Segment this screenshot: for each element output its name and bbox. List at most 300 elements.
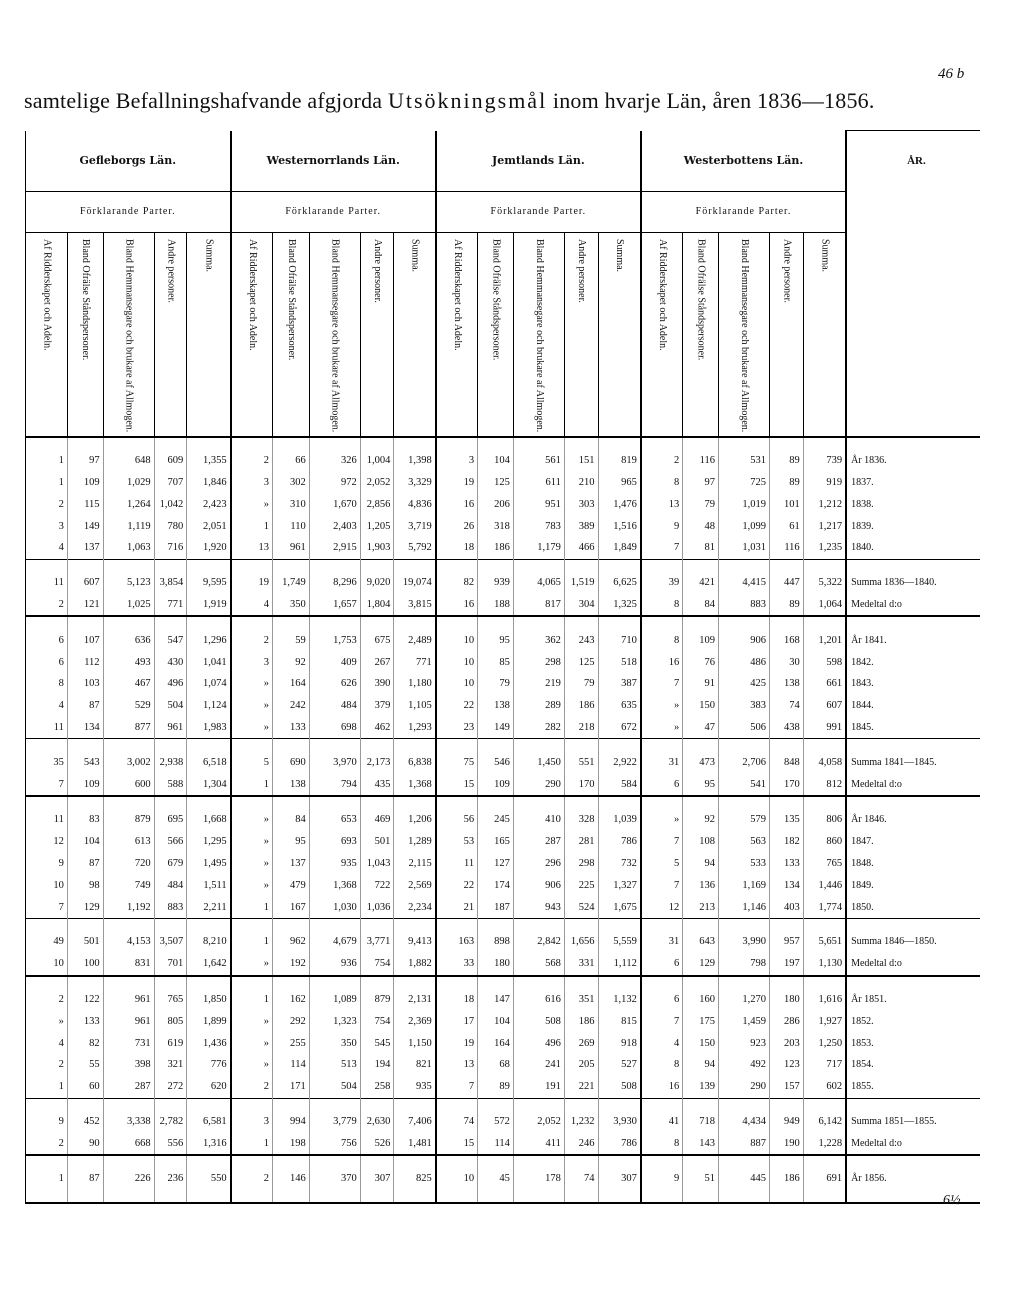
table-cell: 22	[436, 695, 478, 717]
row-label: 1848.	[846, 853, 980, 875]
spacer-cell	[564, 1155, 598, 1168]
spacer-cell	[770, 1190, 804, 1203]
table-cell: 307	[598, 1168, 641, 1190]
table-cell: 600	[103, 773, 154, 796]
spacer-cell	[683, 1155, 719, 1168]
table-cell: 210	[564, 472, 598, 494]
column-header-text: Andre personer.	[165, 238, 177, 303]
row-label: 1840.	[846, 537, 980, 559]
table-cell: 134	[67, 717, 103, 739]
table-cell: 1,030	[309, 896, 360, 918]
column-header	[309, 232, 360, 437]
spacer-cell	[598, 559, 641, 572]
table-cell: 7	[26, 773, 68, 796]
table-cell: 162	[272, 989, 309, 1011]
table-cell: 716	[154, 537, 187, 559]
table-cell: 707	[154, 472, 187, 494]
table-cell: 951	[513, 493, 564, 515]
table-cell: 318	[478, 515, 514, 537]
table-cell: 496	[513, 1032, 564, 1054]
table-cell: 302	[272, 472, 309, 494]
spacer-cell	[683, 559, 719, 572]
table-cell: 1,004	[360, 450, 394, 472]
table-cell: 693	[309, 831, 360, 853]
table-cell: 765	[803, 853, 846, 875]
table-cell: 806	[803, 809, 846, 831]
table-cell: 1,927	[803, 1010, 846, 1032]
spacer-cell	[641, 1098, 683, 1111]
table-cell: 103	[67, 673, 103, 695]
row-label: 1852.	[846, 1010, 980, 1032]
spacer-cell	[846, 739, 980, 752]
table-cell: 1	[26, 472, 68, 494]
column-header	[436, 232, 478, 437]
table-cell: 1,130	[803, 953, 846, 976]
table-row	[26, 896, 981, 918]
spacer-cell	[846, 796, 980, 809]
spacer-cell	[26, 437, 68, 450]
table-cell: 49	[26, 931, 68, 953]
spacer-row	[26, 976, 981, 989]
table-cell: 1,124	[187, 695, 231, 717]
table-cell: 563	[718, 831, 769, 853]
spacer-row	[26, 739, 981, 752]
table-cell: 1,029	[103, 472, 154, 494]
table-row	[26, 1168, 981, 1190]
spacer-cell	[513, 796, 564, 809]
spacer-cell	[846, 616, 980, 629]
table-cell: 81	[683, 537, 719, 559]
table-cell: 1,675	[598, 896, 641, 918]
table-cell: 241	[513, 1054, 564, 1076]
spacer-cell	[394, 1155, 436, 1168]
table-cell: 506	[718, 717, 769, 739]
table-cell: 9,595	[187, 572, 231, 594]
spacer-cell	[272, 739, 309, 752]
table-cell: 171	[272, 1076, 309, 1098]
table-cell: 114	[478, 1132, 514, 1155]
column-header	[103, 232, 154, 437]
table-cell: 5,651	[803, 931, 846, 953]
column-header	[683, 232, 719, 437]
spacer-cell	[718, 437, 769, 450]
column-header	[187, 232, 231, 437]
table-cell: 95	[683, 773, 719, 796]
table-cell: 1,516	[598, 515, 641, 537]
table-cell: 1,304	[187, 773, 231, 796]
spacer-cell	[846, 918, 980, 931]
table-cell: 2,489	[394, 629, 436, 651]
table-cell: 92	[683, 809, 719, 831]
table-cell: 898	[478, 931, 514, 953]
spacer-cell	[803, 559, 846, 572]
table-cell: 66	[272, 450, 309, 472]
table-cell: 771	[154, 594, 187, 617]
spacer-cell	[564, 437, 598, 450]
table-cell: 150	[683, 695, 719, 717]
table-cell: 188	[478, 594, 514, 617]
spacer-cell	[154, 1155, 187, 1168]
table-cell: 60	[67, 1076, 103, 1098]
table-row	[26, 1054, 981, 1076]
table-cell: 501	[67, 931, 103, 953]
column-header	[478, 232, 514, 437]
spacer-cell	[309, 1155, 360, 1168]
table-cell: 82	[436, 572, 478, 594]
table-cell: 2	[26, 989, 68, 1011]
table-cell: 4	[641, 1032, 683, 1054]
spacer-cell	[231, 616, 273, 629]
table-cell: 1,074	[187, 673, 231, 695]
spacer-cell	[187, 1155, 231, 1168]
spacer-cell	[718, 1190, 769, 1203]
table-row	[26, 717, 981, 739]
table-cell: 598	[803, 651, 846, 673]
table-cell: 943	[513, 896, 564, 918]
table-cell: 609	[154, 450, 187, 472]
spacer-cell	[394, 559, 436, 572]
table-cell: 98	[67, 874, 103, 896]
table-cell: 281	[564, 831, 598, 853]
title-spaced: Utsökningsmål	[387, 88, 548, 113]
spacer-cell	[770, 1155, 804, 1168]
table-cell: 4,679	[309, 931, 360, 953]
table-cell: 1,849	[598, 537, 641, 559]
spacer-row	[26, 616, 981, 629]
table-cell: 292	[272, 1010, 309, 1032]
spacer-row	[26, 559, 981, 572]
spacer-cell	[770, 437, 804, 450]
table-cell: 3,815	[394, 594, 436, 617]
table-cell: 6	[26, 629, 68, 651]
table-cell: 8	[641, 1054, 683, 1076]
spacer-cell	[846, 976, 980, 989]
table-cell: 3	[436, 450, 478, 472]
table-cell: 1,850	[187, 989, 231, 1011]
table-cell: 786	[598, 1132, 641, 1155]
table-cell: 203	[770, 1032, 804, 1054]
table-cell: 486	[718, 651, 769, 673]
table-cell: 961	[103, 1010, 154, 1032]
column-header-text: Af Ridderskapet och Adeln.	[246, 238, 258, 351]
table-cell: 1,774	[803, 896, 846, 918]
table-cell: 84	[272, 809, 309, 831]
table-cell: 9,413	[394, 931, 436, 953]
table-row	[26, 472, 981, 494]
table-cell: 6,518	[187, 751, 231, 773]
table-cell: 84	[683, 594, 719, 617]
table-cell: »	[231, 874, 273, 896]
table-cell: 1,212	[803, 493, 846, 515]
spacer-cell	[641, 437, 683, 450]
table-cell: 10	[436, 629, 478, 651]
table-cell: 675	[360, 629, 394, 651]
column-header	[803, 232, 846, 437]
spacer-cell	[598, 616, 641, 629]
table-cell: 1	[231, 896, 273, 918]
table-cell: 1,323	[309, 1010, 360, 1032]
table-cell: »	[231, 673, 273, 695]
spacer-cell	[641, 616, 683, 629]
table-cell: 1,042	[154, 493, 187, 515]
table-cell: »	[231, 1010, 273, 1032]
table-cell: 1,749	[272, 572, 309, 594]
table-cell: 732	[598, 853, 641, 875]
spacer-cell	[513, 559, 564, 572]
spacer-cell	[478, 1098, 514, 1111]
table-cell: 157	[770, 1076, 804, 1098]
spacer-cell	[26, 1155, 68, 1168]
spacer-cell	[394, 1098, 436, 1111]
table-cell: 180	[770, 989, 804, 1011]
forklarande-header-3: Förklarande Parter.	[436, 191, 641, 232]
table-cell: 100	[67, 953, 103, 976]
spacer-cell	[26, 616, 68, 629]
table-cell: 213	[683, 896, 719, 918]
spacer-cell	[67, 796, 103, 809]
spacer-cell	[26, 918, 68, 931]
table-cell: 961	[103, 989, 154, 1011]
table-cell: 518	[598, 651, 641, 673]
column-header-text: Bland Hemmansegare och brukare af Allmogen.	[329, 238, 341, 432]
table-cell: 1,903	[360, 537, 394, 559]
table-cell: 501	[360, 831, 394, 853]
table-cell: 170	[770, 773, 804, 796]
spacer-cell	[641, 918, 683, 931]
table-cell: 2	[231, 629, 273, 651]
table-cell: 56	[436, 809, 478, 831]
table-cell: 91	[683, 673, 719, 695]
spacer-cell	[564, 976, 598, 989]
spacer-cell	[309, 1098, 360, 1111]
table-cell: 2,782	[154, 1111, 187, 1133]
spacer-cell	[598, 1190, 641, 1203]
table-cell: 1,289	[394, 831, 436, 853]
row-label: År 1856.	[846, 1168, 980, 1190]
table-cell: 197	[770, 953, 804, 976]
spacer-cell	[513, 616, 564, 629]
table-cell: 679	[154, 853, 187, 875]
table-cell: 87	[67, 853, 103, 875]
table-cell: 89	[770, 450, 804, 472]
table-cell: 1	[231, 989, 273, 1011]
spacer-cell	[231, 739, 273, 752]
spacer-cell	[360, 796, 394, 809]
spacer-cell	[770, 739, 804, 752]
table-cell: 4	[231, 594, 273, 617]
spacer-cell	[641, 1190, 683, 1203]
spacer-cell	[478, 976, 514, 989]
table-cell: 771	[394, 651, 436, 673]
row-label: 1842.	[846, 651, 980, 673]
table-cell: 180	[478, 953, 514, 976]
spacer-cell	[436, 796, 478, 809]
table-cell: 493	[103, 651, 154, 673]
spacer-row	[26, 796, 981, 809]
spacer-cell	[436, 976, 478, 989]
table-cell: 1,368	[394, 773, 436, 796]
table-cell: 936	[309, 953, 360, 976]
table-cell: 104	[478, 450, 514, 472]
spacer-cell	[231, 1098, 273, 1111]
spacer-cell	[154, 739, 187, 752]
table-cell: 550	[187, 1168, 231, 1190]
table-cell: 10	[26, 874, 68, 896]
spacer-cell	[103, 437, 154, 450]
table-cell: 579	[718, 809, 769, 831]
lan-header-1: Gefleborgs Län.	[26, 131, 231, 192]
spacer-cell	[436, 1190, 478, 1203]
table-cell: 174	[478, 874, 514, 896]
column-header-text: Bland Ofrälse Ståndspersoner.	[695, 238, 707, 360]
table-cell: 104	[478, 1010, 514, 1032]
table-cell: 90	[67, 1132, 103, 1155]
table-row	[26, 1032, 981, 1054]
table-cell: 2,403	[309, 515, 360, 537]
table-cell: »	[26, 1010, 68, 1032]
table-cell: 7	[641, 874, 683, 896]
table-cell: 186	[770, 1168, 804, 1190]
table-cell: 1,616	[803, 989, 846, 1011]
table-cell: 918	[598, 1032, 641, 1054]
table-cell: 139	[683, 1076, 719, 1098]
table-cell: 298	[564, 853, 598, 875]
table-cell: 191	[513, 1076, 564, 1098]
table-cell: 531	[718, 450, 769, 472]
spacer-cell	[360, 1190, 394, 1203]
spacer-cell	[187, 616, 231, 629]
table-cell: 2,115	[394, 853, 436, 875]
table-cell: 690	[272, 751, 309, 773]
table-cell: 198	[272, 1132, 309, 1155]
column-header-text: Summa.	[203, 238, 215, 272]
table-cell: 85	[478, 651, 514, 673]
table-cell: 219	[513, 673, 564, 695]
spacer-cell	[272, 1155, 309, 1168]
table-cell: 949	[770, 1111, 804, 1133]
table-cell: 7	[641, 673, 683, 695]
table-cell: 1,041	[187, 651, 231, 673]
table-cell: 164	[272, 673, 309, 695]
spacer-cell	[309, 1190, 360, 1203]
table-cell: 303	[564, 493, 598, 515]
spacer-cell	[309, 559, 360, 572]
table-cell: 821	[394, 1054, 436, 1076]
table-cell: 572	[478, 1111, 514, 1133]
table-cell: 95	[272, 831, 309, 853]
table-cell: 403	[770, 896, 804, 918]
table-cell: 546	[478, 751, 514, 773]
table-cell: 18	[436, 989, 478, 1011]
spacer-cell	[26, 796, 68, 809]
table-cell: 935	[394, 1076, 436, 1098]
table-cell: 636	[103, 629, 154, 651]
spacer-cell	[360, 739, 394, 752]
table-cell: 11	[436, 853, 478, 875]
table-cell: 94	[683, 853, 719, 875]
spacer-cell	[187, 559, 231, 572]
table-cell: 425	[718, 673, 769, 695]
row-label: 1849.	[846, 874, 980, 896]
spacer-cell	[718, 796, 769, 809]
spacer-row	[26, 437, 981, 450]
spacer-cell	[598, 437, 641, 450]
spacer-cell	[770, 559, 804, 572]
table-row	[26, 853, 981, 875]
spacer-cell	[683, 739, 719, 752]
column-header	[272, 232, 309, 437]
table-row	[26, 874, 981, 896]
table-cell: 87	[67, 1168, 103, 1190]
table-cell: 2,051	[187, 515, 231, 537]
table-cell: 258	[360, 1076, 394, 1098]
table-cell: 6	[641, 989, 683, 1011]
table-cell: 466	[564, 537, 598, 559]
table-cell: 127	[478, 853, 514, 875]
table-cell: 13	[231, 537, 273, 559]
table-cell: 2,052	[513, 1111, 564, 1133]
spacer-cell	[641, 796, 683, 809]
table-cell: 206	[478, 493, 514, 515]
table-cell: 10	[436, 1168, 478, 1190]
table-cell: 9	[26, 1111, 68, 1133]
table-cell: 26	[436, 515, 478, 537]
spacer-cell	[154, 616, 187, 629]
table-cell: 1	[26, 1168, 68, 1190]
table-cell: 1,099	[718, 515, 769, 537]
table-cell: 122	[67, 989, 103, 1011]
table-cell: 95	[478, 629, 514, 651]
table-cell: 379	[360, 695, 394, 717]
table-cell: 10	[436, 651, 478, 673]
table-cell: 19	[231, 572, 273, 594]
table-cell: 8	[641, 629, 683, 651]
table-cell: 2,856	[360, 493, 394, 515]
column-header-text: Summa.	[409, 238, 421, 272]
spacer-cell	[718, 559, 769, 572]
row-label: Summa 1841—1845.	[846, 751, 980, 773]
spacer-cell	[394, 918, 436, 931]
table-cell: 1,146	[718, 896, 769, 918]
spacer-cell	[26, 1190, 68, 1203]
table-cell: 328	[564, 809, 598, 831]
spacer-cell	[513, 976, 564, 989]
table-cell: 805	[154, 1010, 187, 1032]
table-cell: 2,234	[394, 896, 436, 918]
spacer-cell	[103, 796, 154, 809]
table-cell: 961	[154, 717, 187, 739]
table-cell: 110	[272, 515, 309, 537]
table-cell: »	[641, 717, 683, 739]
table-cell: 1,670	[309, 493, 360, 515]
table-cell: 991	[803, 717, 846, 739]
column-header	[67, 232, 103, 437]
table-cell: 1,205	[360, 515, 394, 537]
table-cell: 411	[513, 1132, 564, 1155]
table-cell: 783	[513, 515, 564, 537]
table-row	[26, 1076, 981, 1098]
table-cell: 1,036	[360, 896, 394, 918]
table-cell: 2	[231, 450, 273, 472]
table-cell: 16	[641, 651, 683, 673]
table-cell: 236	[154, 1168, 187, 1190]
table-cell: 739	[803, 450, 846, 472]
table-cell: 79	[683, 493, 719, 515]
table-cell: 524	[564, 896, 598, 918]
table-cell: 607	[67, 572, 103, 594]
table-cell: 1,206	[394, 809, 436, 831]
table-cell: 695	[154, 809, 187, 831]
